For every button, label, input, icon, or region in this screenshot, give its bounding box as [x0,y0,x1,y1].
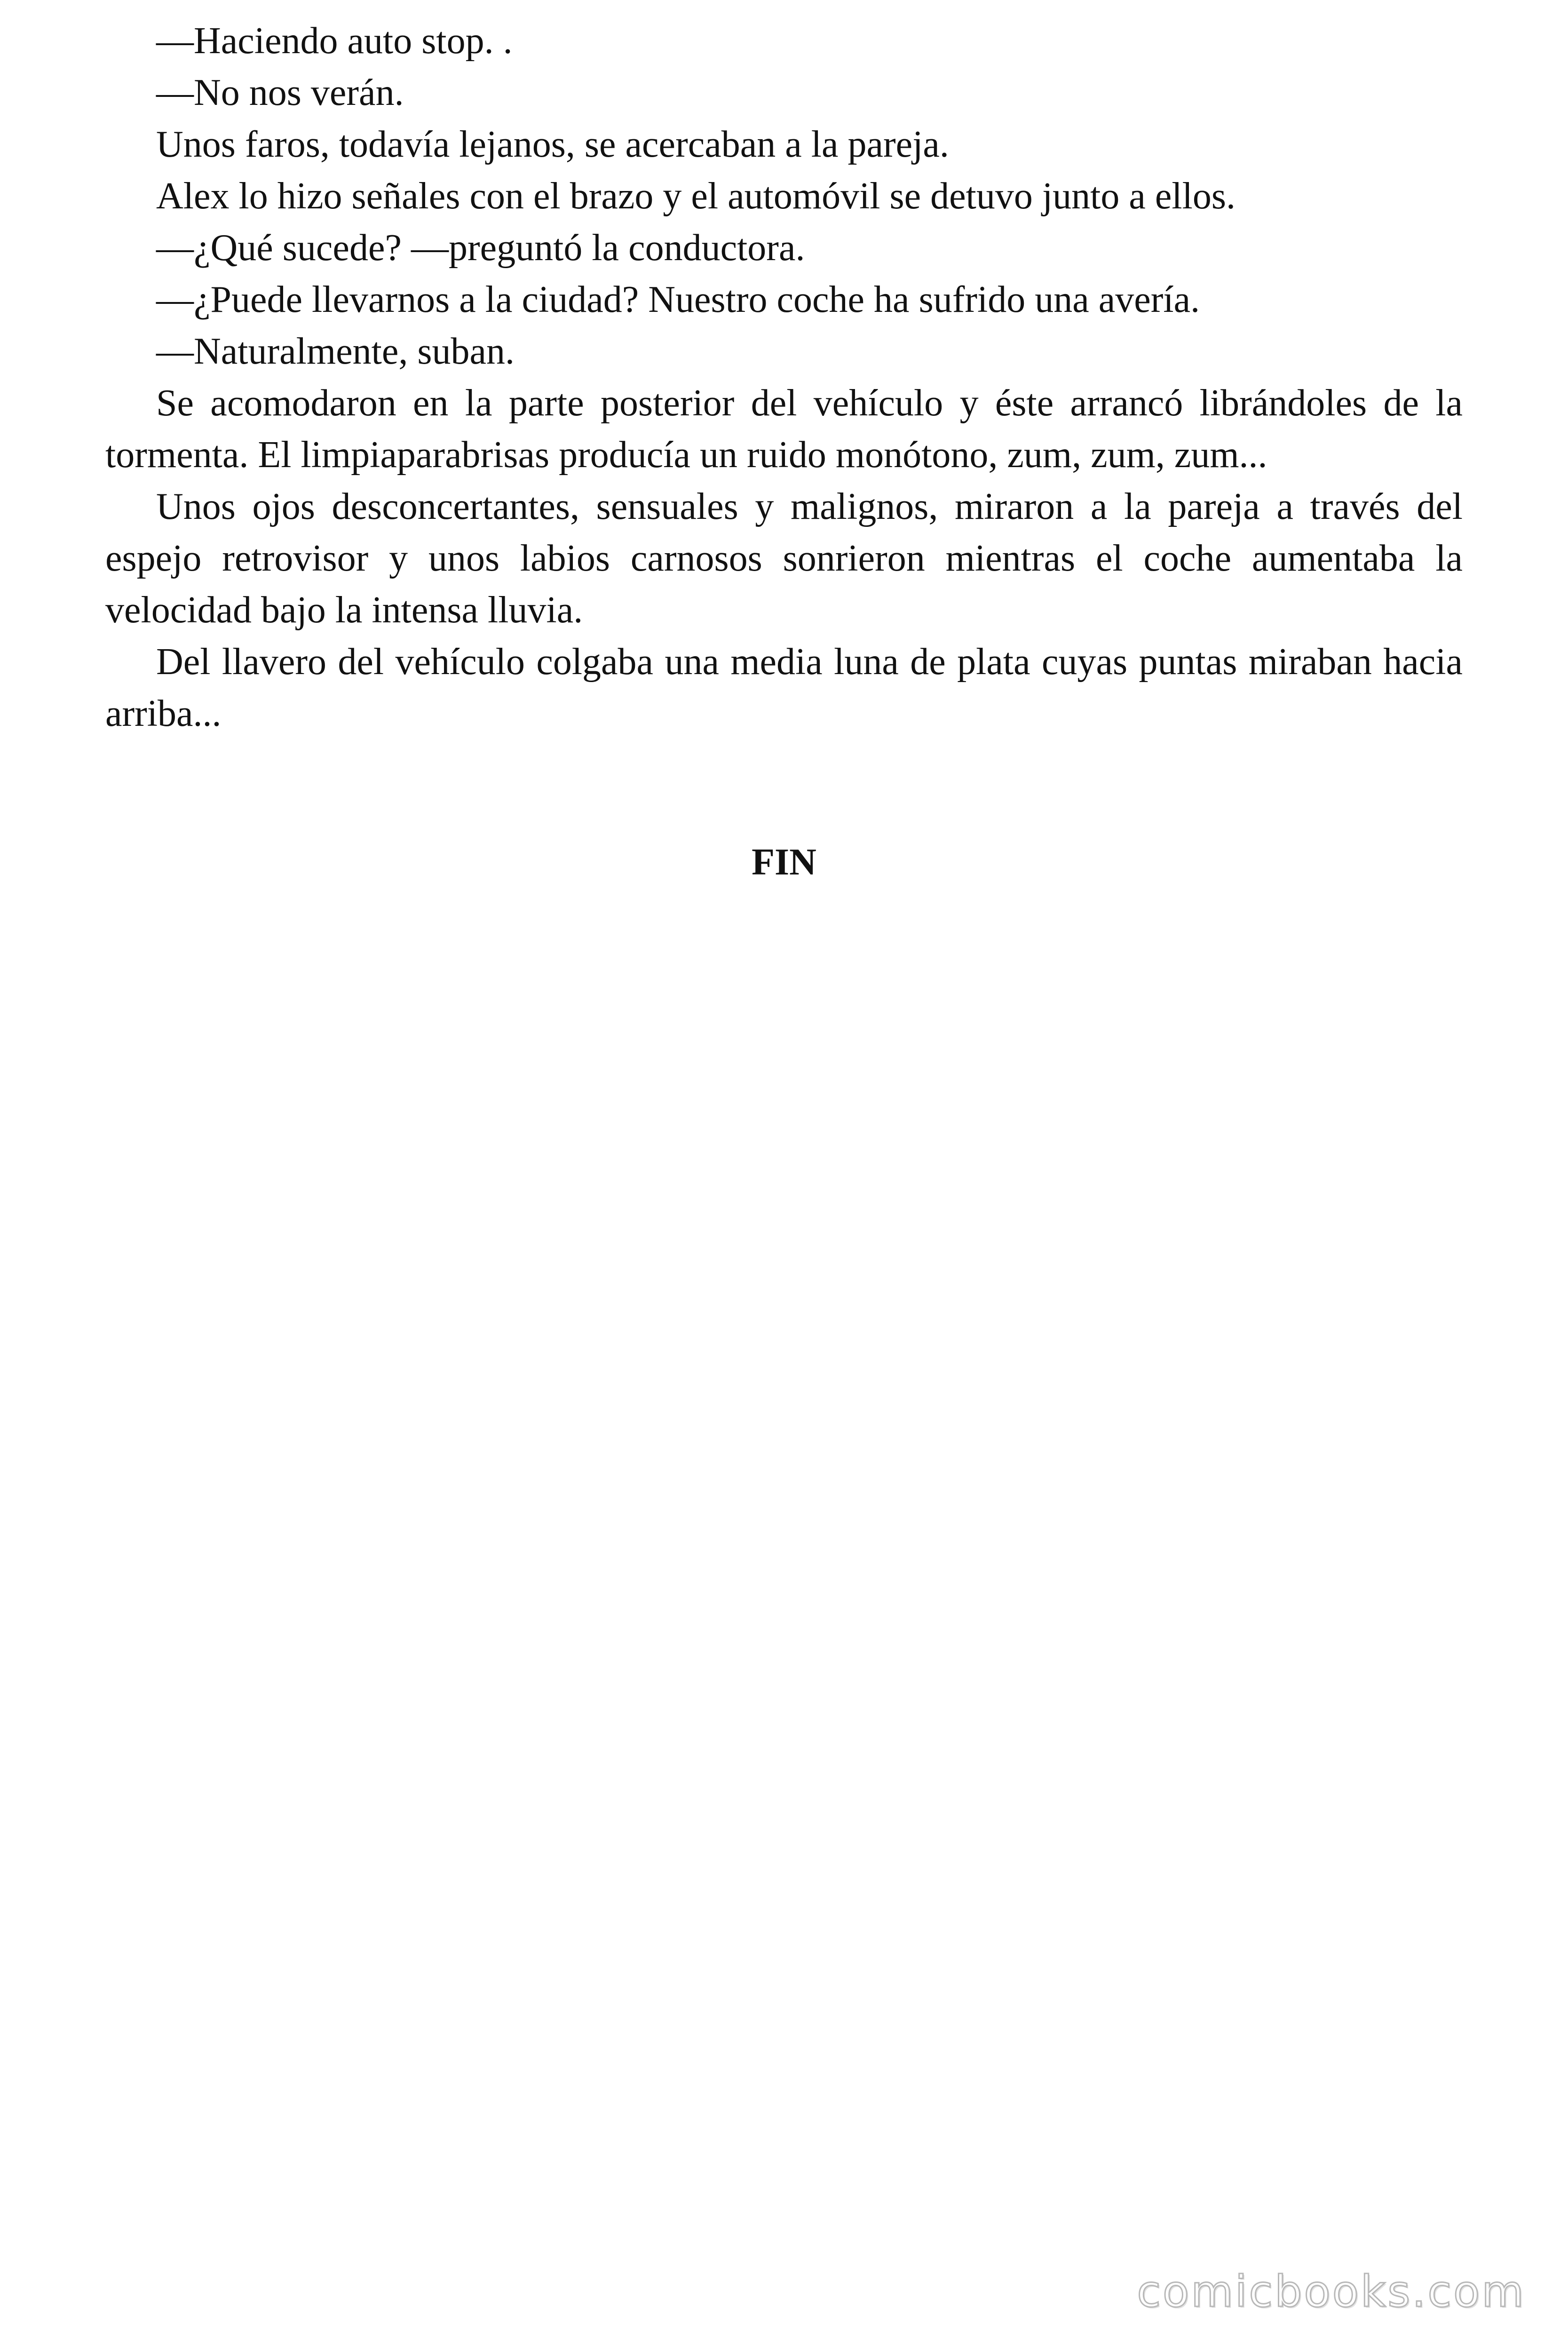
paragraph: —¿Puede llevarnos a la ciudad? Nuestro coche ha sufrido una avería. [156,279,1200,320]
end-title: FIN [752,842,816,883]
paragraph: —Naturalmente, suban. [156,331,515,372]
paragraph: Del llavero del vehículo colgaba una media luna de plata cuyas puntas miraban hacia arriba... [105,641,1463,734]
paragraph: Alex lo hizo señales con el brazo y el automóvil se detuvo junto a ellos. [156,175,1235,217]
paragraph: —No nos verán. [156,72,404,113]
paragraph: Se acomodaron en la parte posterior del vehículo y éste arrancó librándoles de la tormenta. El limpiaparabrisas producía un ruido monótono, zum, zum, zum... [105,382,1463,476]
paragraph: —Haciendo auto stop. . [156,20,513,62]
paragraph: —¿Qué sucede? —preguntó la conductora. [156,227,805,269]
paragraph: Unos faros, todavía lejanos, se acercaban a la pareja. [156,124,949,165]
site-watermark: comicbooks.com [1137,2266,1526,2317]
body-text [105,15,1463,739]
paragraph: Unos ojos desconcertantes, sensuales y malignos, miraron a la pareja a través del espejo retrovisor y unos labios carnosos sonrieron mientras el coche aumentaba la velocidad bajo la intensa lluvia. [105,486,1463,631]
